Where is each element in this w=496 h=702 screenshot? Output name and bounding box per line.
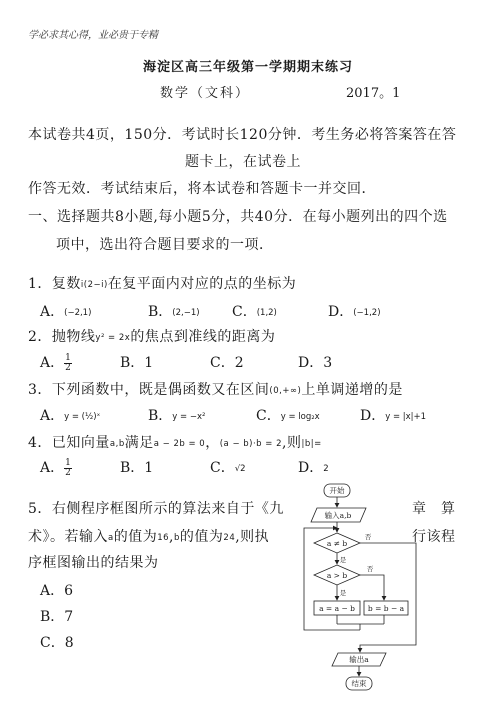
option-label: D．: [360, 408, 386, 424]
fraction-numerator: 1: [65, 458, 71, 468]
option-value: (−1,2): [353, 308, 381, 318]
q2-option-b: [120, 352, 153, 372]
option-label: B．: [40, 609, 65, 625]
q5-text: 的值为: [113, 529, 158, 545]
q2-stem-text-b: 的焦点到准线的距离为: [130, 329, 276, 345]
no-label-2: 否: [366, 565, 374, 573]
q4-option-a: [40, 457, 72, 478]
q5-text: 的值为: [179, 529, 224, 545]
q5-text: 术》。若输入: [28, 529, 108, 545]
q3-option-d: [360, 405, 426, 425]
option-label: C．: [40, 635, 65, 651]
q5-line-1-right: 章 算: [412, 501, 456, 517]
option-value: 7: [64, 609, 74, 625]
notice-line-2: 题卡上，在试卷上: [185, 154, 301, 170]
option-label: D．: [298, 355, 324, 371]
option-value: y = −x²: [172, 412, 206, 422]
q5-text: ,: [169, 529, 174, 545]
q4-stem-expr-2: a − 2b = 0: [153, 439, 206, 449]
q5-line-2-right: 行该程: [412, 529, 456, 545]
option-value: (1,2): [256, 308, 277, 318]
option-value: 6: [64, 583, 74, 599]
option-label: B．: [148, 304, 173, 320]
header-motto: 学必求其心得，业必贵于专精: [28, 30, 158, 41]
q5-line-3: 序框图输出的结果为: [28, 555, 159, 571]
section1-line-1: 一、选择题共8小题,每小题5分，共40分．在每小题列出的四个选: [28, 209, 448, 225]
option-label: B．: [120, 355, 145, 371]
q1-stem-text-b: 在复平面内对应的点的坐标为: [107, 276, 297, 292]
option-label: C．: [210, 460, 235, 476]
q2-option-d: [298, 352, 332, 372]
q2-stem-text-a: 2．抛物线: [28, 329, 96, 345]
fraction-numerator: 1: [65, 353, 71, 363]
q2-option-a: [40, 352, 72, 373]
q3-stem-text-b: 上单调递增的是: [301, 382, 403, 398]
option-value: (−2,1): [64, 308, 92, 318]
option-label: B．: [148, 408, 173, 424]
assign-a-label: a = a − b: [319, 604, 355, 613]
question-3-stem: [28, 379, 403, 399]
q4-stem-text-d: ,则: [282, 435, 302, 451]
q2-stem-expr: y² = 2x: [95, 333, 131, 343]
question-1-stem: [28, 273, 296, 293]
q3-option-c: [256, 405, 320, 425]
no-label-1: 否: [364, 533, 372, 541]
fraction: [64, 459, 72, 478]
q3-option-b: [148, 405, 205, 425]
section1-line-2: 项中，选出符合题目要求的一项．: [56, 237, 274, 253]
cond1-label: a ≠ b: [326, 539, 348, 548]
q1-stem-expr: i(2−i): [80, 280, 108, 290]
option-label: A．: [40, 408, 65, 424]
yes-label-1: 是: [339, 556, 347, 564]
q5-expr-a: a: [108, 533, 114, 543]
q4-stem-text-c: ，: [205, 435, 220, 451]
flow-arrow: [360, 575, 384, 600]
fraction-denominator: 2: [65, 363, 71, 373]
program-flowchart: [300, 480, 460, 700]
notice-line-3: 作答无效．考试结束后，将本试卷和答题卡一并交回．: [28, 181, 376, 197]
q5-option-a: [40, 580, 73, 600]
option-label: C．: [210, 355, 235, 371]
flow-arrow: [360, 543, 416, 652]
option-value: √2: [234, 464, 246, 474]
option-value: y = log₂x: [280, 412, 320, 422]
yes-label-2: 是: [339, 589, 347, 597]
q5-option-b: [40, 606, 73, 626]
option-label: A．: [40, 583, 65, 599]
q5-text: ,则执: [235, 529, 270, 545]
q5-option-c: [40, 632, 74, 652]
q4-stem-expr-3: (a − b)·b = 2: [219, 439, 283, 449]
q3-stem-expr: (0,+∞): [269, 386, 302, 396]
q4-stem-expr-4: |b|=: [301, 439, 322, 449]
q4-option-b: [120, 457, 153, 477]
option-value: 8: [64, 635, 74, 651]
q1-option-b: [148, 301, 200, 321]
q5-line-1: 5．右侧程序框图所示的算法来自于《九: [28, 501, 284, 517]
assign-b-label: b = b − a: [367, 604, 405, 613]
option-label: D．: [298, 460, 324, 476]
exam-date: 2017。1: [346, 86, 401, 101]
option-value: y = |x|+1: [385, 412, 427, 422]
option-value: 1: [144, 460, 154, 476]
option-label: B．: [120, 460, 145, 476]
start-label: 开始: [329, 486, 345, 495]
option-value: 2: [234, 355, 244, 371]
q5-expr-24: 24: [223, 533, 236, 543]
option-label: A．: [40, 355, 65, 371]
option-value: (2,−1): [172, 308, 200, 318]
fraction-denominator: 2: [65, 468, 71, 478]
q4-option-c: [210, 457, 246, 477]
option-label: A．: [40, 304, 65, 320]
q4-stem-text-a: 4．已知向量: [28, 435, 110, 451]
q4-option-d: [298, 457, 329, 477]
notice-line-1: 本试卷共4页，150分．考试时长120分钟．考生务必将答案答在答: [28, 127, 457, 143]
option-value: 2: [323, 464, 329, 474]
q3-option-a: [40, 405, 100, 425]
q2-option-c: [210, 352, 244, 372]
exam-title: 海淀区高三年级第一学期期末练习: [142, 60, 353, 75]
option-value: 3: [323, 355, 333, 371]
question-4-stem: [28, 432, 322, 452]
option-label: D．: [328, 304, 354, 320]
q1-stem-text-a: 1．复数: [28, 276, 81, 292]
q5-line-2: [28, 526, 269, 546]
exam-subject: 数学（文科）: [160, 86, 251, 101]
fraction: [64, 354, 72, 373]
q1-option-c: [232, 301, 277, 321]
end-label: 结束: [351, 679, 367, 688]
question-2-stem: [28, 326, 275, 346]
output-label: 输出a: [349, 655, 369, 664]
q4-stem-text-b: 满足: [124, 435, 154, 451]
q1-option-d: [328, 301, 381, 321]
option-label: C．: [232, 304, 257, 320]
q1-option-a: [40, 301, 91, 321]
option-value: y = (½)ˣ: [64, 412, 101, 422]
q3-stem-text-a: 3．下列函数中，既是偶函数又在区间: [28, 382, 270, 398]
option-label: A．: [40, 460, 65, 476]
q4-stem-expr: a,b: [109, 439, 125, 449]
option-value: 1: [144, 355, 154, 371]
cond2-label: a > b: [326, 571, 348, 580]
input-label: 输入a,b: [324, 511, 352, 520]
q5-expr-b: b: [174, 533, 180, 543]
option-label: C．: [256, 408, 281, 424]
q5-expr-16: 16: [157, 533, 170, 543]
